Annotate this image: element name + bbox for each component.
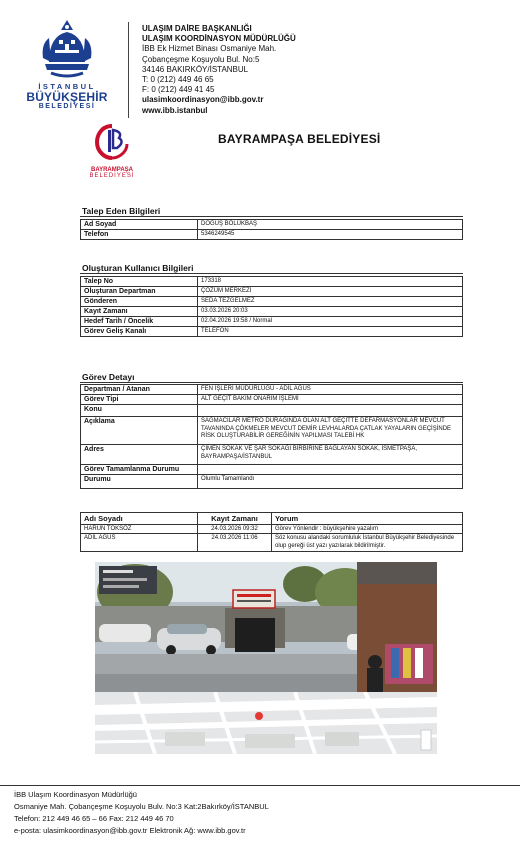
field-label: Açıklama [81, 417, 198, 445]
phone-number: T: 0 (212) 449 46 65 [142, 75, 214, 85]
field-label: Hedef Tarih / Öncelik [81, 317, 198, 327]
field-value: ÇİMEN SOKAK VE ŞAR SOKAĞI BİRBİRİNE BAĞLAYAN SOKAK, İSMETPAŞA, BAYRAMPAŞA/İSTANBUL [198, 445, 463, 465]
ibb-logo [22, 18, 112, 118]
footer-divider [0, 785, 520, 786]
table-row [81, 317, 463, 327]
table-row [81, 395, 463, 405]
table-row [81, 327, 463, 337]
table-row [81, 405, 463, 417]
field-label: Oluşturan Departman [81, 287, 198, 297]
table-row [81, 475, 463, 489]
column-header: Adı Soyadı [81, 513, 198, 525]
table-row [81, 297, 463, 307]
log-name: ADİL AGUS [81, 534, 198, 552]
address-line: 34146 BAKIRKÖY/İSTANBUL [142, 64, 249, 74]
log-time: 24.03.2026 11:06 [198, 534, 272, 552]
field-label: Gönderen [81, 297, 198, 307]
footer-phone: Telefon: 212 449 46 65 – 66 Fax: 212 449 46 70 [14, 814, 174, 823]
logo-line-buyuksehir: BÜYÜKŞEHİR [26, 90, 108, 104]
bayrampasa-emblem-icon [93, 122, 131, 162]
street-view-photo [95, 562, 437, 692]
field-value [198, 465, 463, 475]
field-value: 02.04.2026 19:58 / Normal [198, 317, 463, 327]
header-divider [128, 22, 129, 118]
bayrampasa-logo-line1: BAYRAMPAŞA [90, 167, 133, 173]
website: www.ibb.istanbul [142, 105, 208, 115]
log-comment: Görev Yönlendir : büyükşehire yazalım [272, 525, 463, 534]
column-header: Kayıt Zamanı [198, 513, 272, 525]
footer-office: İBB Ulaşım Koordinasyon Müdürlüğü [14, 790, 137, 799]
field-value: 173318 [198, 277, 463, 287]
section-divider [80, 216, 463, 217]
dept-name: ULAŞIM DAİRE BAŞKANLIĞI [142, 24, 252, 33]
header-address [142, 24, 296, 116]
table-row [81, 220, 463, 230]
office-name: ULAŞIM KOORDİNASYON MÜDÜRLÜĞÜ [142, 34, 296, 44]
location-map [95, 692, 437, 754]
field-value: ÇÖZÜM MERKEZİ [198, 287, 463, 297]
table-row [81, 525, 463, 534]
table-row [81, 277, 463, 287]
fax-number: F: 0 (212) 449 41 45 [142, 85, 215, 95]
field-label: Görev Geliş Kanalı [81, 327, 198, 337]
creator-table [80, 276, 463, 337]
field-value: TELEFON [198, 327, 463, 337]
field-value: 5346249545 [198, 230, 463, 240]
field-label: Adres [81, 445, 198, 465]
field-value: DOĞUŞ BÖLÜKBAŞ [198, 220, 463, 230]
field-value: FEN İŞLERİ MÜDÜRLÜĞÜ - ADİL AGUS [198, 385, 463, 395]
address-line: Çobançeşme Koşuyolu Bul. No:5 [142, 54, 260, 64]
logo-line-istanbul: İSTANBUL [38, 82, 96, 91]
field-value: Olumlu Tamamlandı [198, 475, 463, 489]
table-row [81, 287, 463, 297]
table-row [81, 230, 463, 240]
field-value: 03.03.2026 20:03 [198, 307, 463, 317]
log-time: 24.03.2026 09:32 [198, 525, 272, 534]
log-comment: Söz konusu alandaki sorumluluk İstanbul Büyükşehir Belediyesinde olup gereği üst yazı yazılarak bildirilmiştir. [272, 534, 463, 552]
ibb-emblem-icon [37, 18, 97, 80]
email-address: ulasimkoordinasyon@ibb.gov.tr [142, 95, 264, 105]
section-divider [80, 273, 463, 274]
field-label: Talep No [81, 277, 198, 287]
field-label: Departman / Atanan [81, 385, 198, 395]
task-table [80, 384, 463, 489]
task-section-title: Görev Detayı [82, 372, 135, 382]
field-value: ALT GEÇİT BAKIM ONARIM İŞLEMİ [198, 395, 463, 405]
municipality-title: BAYRAMPAŞA BELEDİYESİ [218, 132, 381, 146]
table-header-row [81, 513, 463, 525]
field-value: SAĞMACILAR METRO DURAĞINDA OLAN ALT GEÇİTTE DEFARMASYONLAR MEVCUT TAVANINDA ÇÖKMELER MEVCUT DEMİR LEVHALARDA ÇATLAK YAYALARIN GEÇİŞİNDE RİSK OLUŞTURABİLİR GEREĞİNİN YAPILMASI TALEBİ HK [198, 417, 463, 445]
log-name: HARUN TOKSÖZ [81, 525, 198, 534]
field-label: Görev Tamamlanma Durumu [81, 465, 198, 475]
field-value [198, 405, 463, 417]
bayrampasa-logo-line2: BELEDİYESİ [89, 173, 135, 179]
footer-email: e-posta: ulasimkoordinasyon@ibb.gov.tr Elektronik Ağ: www.ibb.gov.tr [14, 826, 246, 835]
address-line: İBB Ek Hizmet Binası Osmaniye Mah. [142, 44, 277, 54]
comment-log-table [80, 512, 463, 552]
logo-line-belediyesi: BELEDİYESİ [38, 103, 96, 110]
footer [14, 789, 269, 837]
table-row [81, 534, 463, 552]
table-row [81, 385, 463, 395]
field-label: Durumu [81, 475, 198, 489]
requester-section-title: Talep Eden Bilgileri [82, 206, 161, 216]
field-label: Konu [81, 405, 198, 417]
field-value: SEDA TEZGELMEZ [198, 297, 463, 307]
table-row [81, 307, 463, 317]
bayrampasa-logo [88, 122, 136, 178]
field-label: Kayıt Zamanı [81, 307, 198, 317]
letterhead [0, 0, 520, 130]
table-row [81, 445, 463, 465]
field-label: Ad Soyad [81, 220, 198, 230]
requester-table [80, 219, 463, 240]
field-label: Görev Tipi [81, 395, 198, 405]
footer-address: Osmaniye Mah. Çobançeşme Koşuyolu Bulv. No:3 Kat:2Bakırköy/İSTANBUL [14, 802, 269, 811]
field-label: Telefon [81, 230, 198, 240]
table-row [81, 465, 463, 475]
map-pin-icon [255, 712, 263, 720]
section-divider [80, 382, 463, 383]
column-header: Yorum [272, 513, 463, 525]
table-row [81, 417, 463, 445]
creator-section-title: Oluşturan Kullanıcı Bilgileri [82, 263, 194, 273]
